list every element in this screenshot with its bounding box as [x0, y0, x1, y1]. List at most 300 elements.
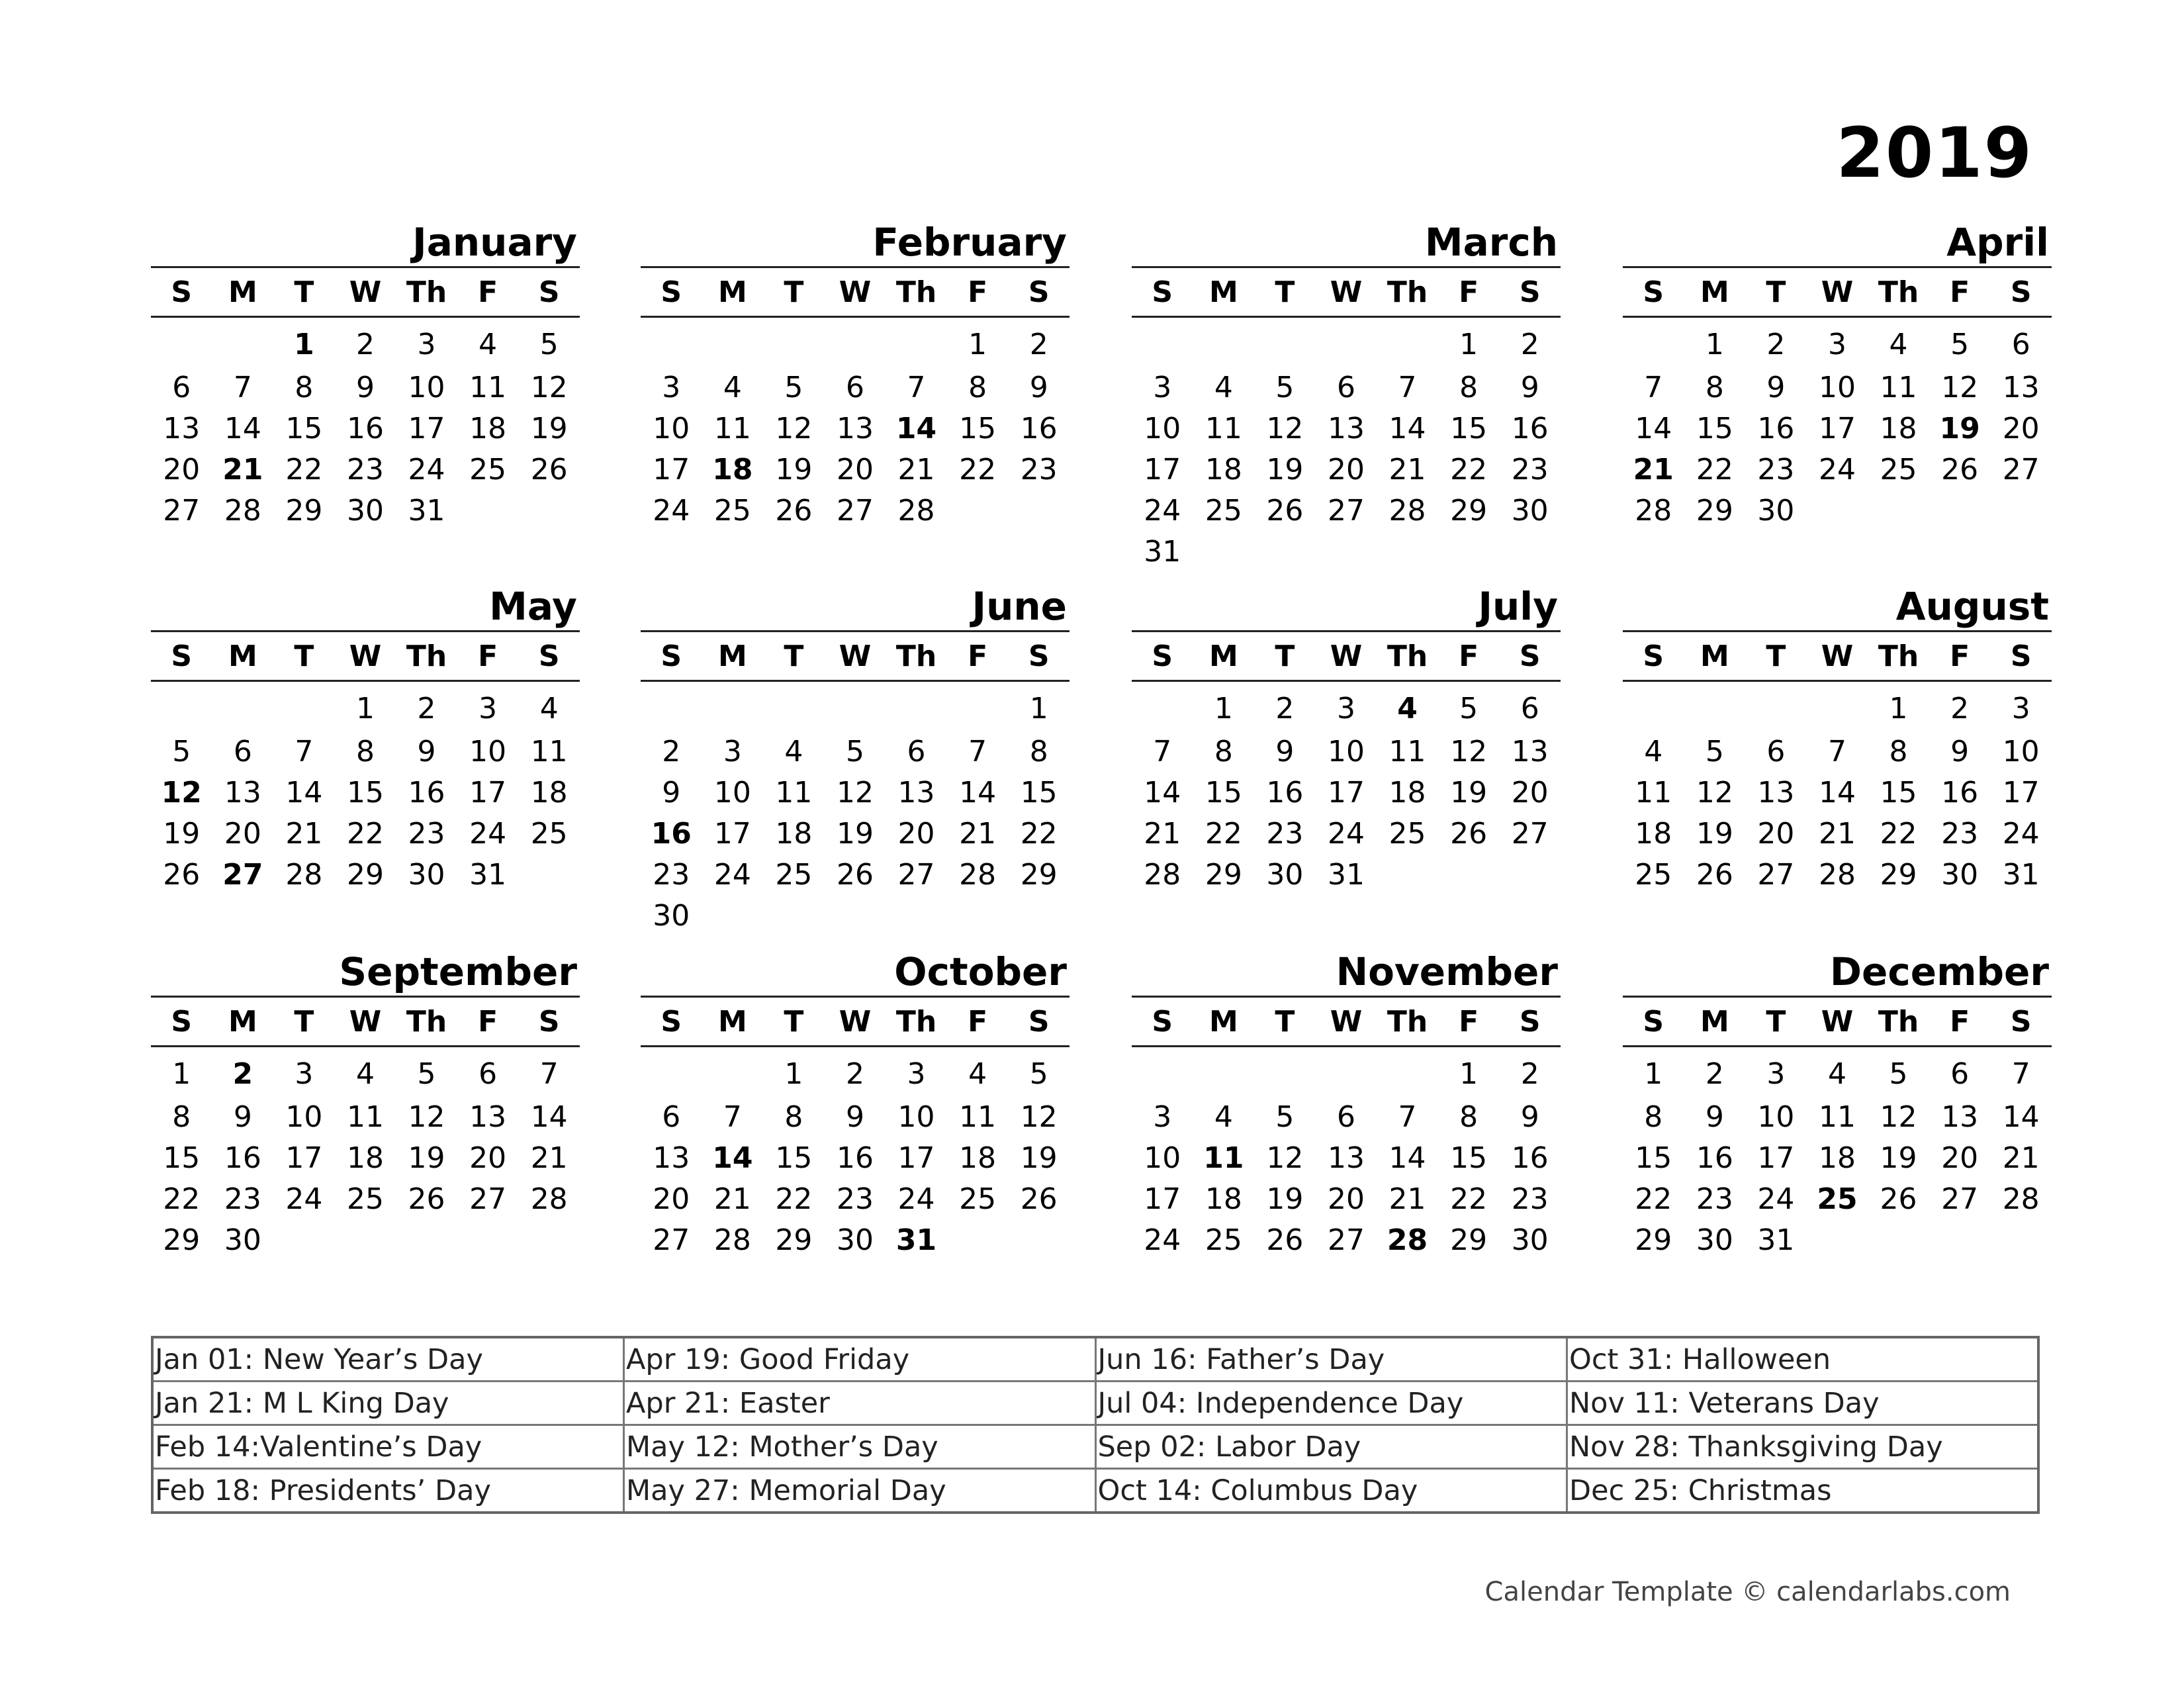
day-cell: 18: [775, 816, 813, 851]
day-cell: 15: [1450, 1141, 1488, 1175]
holiday-row: [152, 1337, 2038, 1382]
day-cell: 5: [172, 734, 191, 769]
weekday-header: W: [1807, 267, 1868, 317]
day-cell: 20: [1941, 1141, 1979, 1175]
day-cell: 20: [224, 816, 261, 851]
weekday-header: W: [1316, 267, 1377, 317]
day-cell: 18: [469, 411, 507, 445]
day-cell: 28: [713, 1223, 751, 1257]
day-cell: 5: [1889, 1056, 1908, 1091]
day-cell: 20: [163, 452, 201, 487]
month-grid: [1623, 996, 2052, 1260]
day-cell: 16: [1757, 411, 1795, 445]
weekday-header: T: [1745, 267, 1807, 317]
month-january: [151, 218, 580, 531]
month-february: [641, 218, 1069, 531]
day-cell: 16: [224, 1141, 261, 1175]
empty-cell: [1807, 490, 1868, 531]
month-grid: [1132, 630, 1561, 895]
empty-cell: [457, 490, 519, 531]
day-cell: 25: [1205, 1223, 1242, 1257]
month-title: July: [1478, 584, 1558, 629]
empty-cell: [702, 1047, 764, 1097]
day-cell: 6: [845, 370, 864, 404]
day-cell: 6: [1520, 691, 1539, 726]
weekday-header: S: [518, 632, 580, 681]
day-cell: 22: [1020, 816, 1058, 851]
day-cell: 10: [1327, 734, 1365, 769]
empty-cell: [825, 317, 886, 367]
day-cell: 1: [1459, 327, 1479, 361]
day-cell: 17: [1144, 1182, 1181, 1216]
empty-cell: [1623, 681, 1684, 731]
holiday-cell: Apr 21: Easter: [624, 1382, 1096, 1425]
weekday-header: W: [1807, 997, 1868, 1047]
weekday-header: M: [702, 267, 764, 317]
day-cell: 12: [775, 411, 813, 445]
weekday-header: S: [151, 997, 212, 1047]
day-cell: 13: [1941, 1100, 1979, 1134]
weekday-header: T: [763, 267, 825, 317]
empty-cell: [825, 895, 886, 936]
weekday-header: M: [1684, 267, 1746, 317]
day-cell: 31: [895, 1223, 937, 1257]
day-cell: 16: [408, 775, 445, 810]
month-august: [1623, 583, 2052, 895]
day-cell: 16: [1696, 1141, 1733, 1175]
day-cell: 18: [530, 775, 568, 810]
day-cell: 24: [1327, 816, 1365, 851]
day-cell: 17: [469, 775, 507, 810]
day-cell: 14: [1388, 1141, 1426, 1175]
day-cell: 22: [959, 452, 997, 487]
day-cell: 7: [1153, 734, 1172, 769]
day-cell: 26: [1696, 857, 1733, 892]
empty-cell: [1377, 854, 1438, 895]
day-cell: 25: [713, 493, 751, 528]
day-cell: 23: [1511, 452, 1549, 487]
day-cell: 7: [2011, 1056, 2030, 1091]
day-cell: 6: [1336, 370, 1355, 404]
month-title: March: [1424, 220, 1558, 265]
weekday-header: S: [1990, 997, 2052, 1047]
day-cell: 9: [1520, 1100, 1539, 1134]
weekday-header: Th: [1868, 997, 1929, 1047]
holiday-cell: Feb 18: Presidents’ Day: [152, 1469, 624, 1513]
day-cell: 4: [784, 734, 803, 769]
day-cell: 7: [1398, 1100, 1417, 1134]
day-cell: 30: [1511, 493, 1549, 528]
day-cell: 15: [1020, 775, 1058, 810]
day-cell: 28: [1635, 493, 1672, 528]
weekday-header: F: [947, 997, 1009, 1047]
month-june: [641, 583, 1069, 936]
day-cell: 20: [1327, 452, 1365, 487]
day-cell: 13: [2002, 370, 2040, 404]
day-cell: 20: [469, 1141, 507, 1175]
day-cell: 3: [2011, 691, 2030, 726]
day-cell: 22: [1696, 452, 1733, 487]
day-cell: 5: [417, 1056, 436, 1091]
day-cell: 14: [224, 411, 261, 445]
day-cell: 27: [163, 493, 201, 528]
day-cell: 20: [836, 452, 874, 487]
weekday-header: M: [212, 267, 274, 317]
empty-cell: [1499, 531, 1561, 572]
weekday-header: W: [335, 997, 396, 1047]
year-title: 2019: [1836, 113, 2033, 193]
day-cell: 12: [1266, 411, 1304, 445]
month-april: [1623, 218, 2052, 531]
day-cell: 14: [1818, 775, 1856, 810]
weekday-header: W: [825, 997, 886, 1047]
day-cell: 9: [1520, 370, 1539, 404]
empty-cell: [1807, 681, 1868, 731]
empty-cell: [702, 317, 764, 367]
weekday-header: S: [1499, 632, 1561, 681]
day-cell: 28: [2002, 1182, 2040, 1216]
day-cell: 5: [1275, 370, 1295, 404]
day-cell: 30: [224, 1223, 261, 1257]
empty-cell: [886, 895, 947, 936]
empty-cell: [702, 681, 764, 731]
empty-cell: [1254, 317, 1316, 367]
empty-cell: [1438, 531, 1500, 572]
day-cell: 23: [224, 1182, 261, 1216]
day-cell: 3: [478, 691, 498, 726]
day-cell: 3: [662, 370, 681, 404]
empty-cell: [335, 1219, 396, 1260]
day-cell: 19: [1266, 1182, 1304, 1216]
day-cell: 27: [653, 1223, 690, 1257]
day-cell: 8: [1459, 1100, 1479, 1134]
day-cell: 25: [469, 452, 507, 487]
day-cell: 19: [163, 816, 201, 851]
day-cell: 12: [1450, 734, 1488, 769]
weekday-header: Th: [886, 997, 947, 1047]
weekday-header: W: [335, 267, 396, 317]
day-cell: 22: [1450, 1182, 1488, 1216]
month-grid: [1132, 266, 1561, 572]
day-cell: 18: [1388, 775, 1426, 810]
footer-credit: Calendar Template © calendarlabs.com: [1484, 1577, 2011, 1607]
day-cell: 7: [968, 734, 987, 769]
day-cell: 24: [1144, 1223, 1181, 1257]
empty-cell: [1193, 1047, 1255, 1097]
day-cell: 25: [1635, 857, 1672, 892]
day-cell: 11: [713, 411, 751, 445]
month-title: June: [972, 584, 1067, 629]
day-cell: 10: [1144, 411, 1181, 445]
weekday-header: S: [151, 267, 212, 317]
day-cell: 14: [1388, 411, 1426, 445]
day-cell: 14: [530, 1100, 568, 1134]
day-cell: 9: [662, 775, 681, 810]
day-cell: 29: [1020, 857, 1058, 892]
holiday-row: [152, 1469, 2038, 1513]
day-cell: 29: [1880, 857, 1917, 892]
day-cell: 3: [1766, 1056, 1786, 1091]
day-cell: 21: [1818, 816, 1856, 851]
day-cell: 29: [1205, 857, 1242, 892]
weekday-header: Th: [396, 997, 457, 1047]
day-cell: 18: [1205, 1182, 1242, 1216]
day-cell: 5: [845, 734, 864, 769]
weekday-header: T: [1745, 997, 1807, 1047]
empty-cell: [1499, 854, 1561, 895]
weekday-header: T: [273, 632, 335, 681]
day-cell: 12: [1880, 1100, 1917, 1134]
holiday-cell: Sep 02: Labor Day: [1095, 1425, 1567, 1469]
day-cell: 5: [1029, 1056, 1048, 1091]
month-september: [151, 948, 580, 1260]
day-cell: 9: [1766, 370, 1786, 404]
empty-cell: [1807, 1219, 1868, 1260]
day-cell: 21: [285, 816, 323, 851]
day-cell: 21: [2002, 1141, 2040, 1175]
day-cell: 5: [1705, 734, 1724, 769]
holiday-cell: May 12: Mother’s Day: [624, 1425, 1096, 1469]
empty-cell: [273, 681, 335, 731]
day-cell: 27: [222, 857, 263, 892]
month-title: September: [339, 949, 577, 994]
day-cell: 18: [959, 1141, 997, 1175]
day-cell: 10: [713, 775, 751, 810]
day-cell: 1: [294, 327, 314, 361]
day-cell: 22: [1880, 816, 1917, 851]
weekday-header: F: [947, 632, 1009, 681]
day-cell: 23: [836, 1182, 874, 1216]
day-cell: 24: [2002, 816, 2040, 851]
empty-cell: [1745, 681, 1807, 731]
weekday-header: F: [1438, 267, 1500, 317]
day-cell: 8: [1889, 734, 1908, 769]
day-cell: 23: [1020, 452, 1058, 487]
day-cell: 22: [163, 1182, 201, 1216]
day-cell: 13: [836, 411, 874, 445]
day-cell: 7: [1398, 370, 1417, 404]
empty-cell: [1254, 531, 1316, 572]
weekday-header: M: [1684, 632, 1746, 681]
weekday-header: S: [1623, 997, 1684, 1047]
day-cell: 10: [285, 1100, 323, 1134]
day-cell: 8: [1214, 734, 1233, 769]
day-cell: 30: [653, 898, 690, 933]
empty-cell: [1868, 490, 1929, 531]
day-cell: 9: [355, 370, 375, 404]
day-cell: 4: [1827, 1056, 1846, 1091]
empty-cell: [702, 895, 764, 936]
month-title: August: [1895, 584, 2049, 629]
day-cell: 8: [968, 370, 987, 404]
day-cell: 8: [1705, 370, 1724, 404]
day-cell: 5: [784, 370, 803, 404]
day-cell: 3: [1336, 691, 1355, 726]
day-cell: 25: [346, 1182, 384, 1216]
day-cell: 4: [1397, 691, 1418, 726]
day-cell: 18: [1205, 452, 1242, 487]
day-cell: 29: [1450, 493, 1488, 528]
empty-cell: [1316, 531, 1377, 572]
day-cell: 7: [723, 1100, 742, 1134]
day-cell: 24: [713, 857, 751, 892]
holiday-cell: Jan 21: M L King Day: [152, 1382, 624, 1425]
day-cell: 13: [653, 1141, 690, 1175]
day-cell: 23: [1266, 816, 1304, 851]
day-cell: 11: [1205, 411, 1242, 445]
day-cell: 10: [408, 370, 445, 404]
empty-cell: [641, 317, 702, 367]
weekday-header: F: [1438, 997, 1500, 1047]
weekday-header: S: [641, 632, 702, 681]
day-cell: 23: [408, 816, 445, 851]
day-cell: 6: [233, 734, 252, 769]
day-cell: 29: [163, 1223, 201, 1257]
day-cell: 25: [1817, 1182, 1858, 1216]
holiday-table: [151, 1336, 2040, 1514]
day-cell: 9: [233, 1100, 252, 1134]
empty-cell: [947, 681, 1009, 731]
day-cell: 15: [1696, 411, 1733, 445]
month-october: [641, 948, 1069, 1260]
weekday-header: S: [1623, 267, 1684, 317]
weekday-header: F: [1929, 267, 1991, 317]
empty-cell: [947, 895, 1009, 936]
day-cell: 17: [408, 411, 445, 445]
day-cell: 8: [1644, 1100, 1663, 1134]
empty-cell: [1377, 317, 1438, 367]
day-cell: 26: [836, 857, 874, 892]
day-cell: 23: [1941, 816, 1979, 851]
day-cell: 25: [1205, 493, 1242, 528]
day-cell: 13: [1511, 734, 1549, 769]
empty-cell: [1377, 1047, 1438, 1097]
day-cell: 30: [408, 857, 445, 892]
day-cell: 8: [784, 1100, 803, 1134]
day-cell: 17: [713, 816, 751, 851]
holiday-cell: Feb 14:Valentine’s Day: [152, 1425, 624, 1469]
day-cell: 21: [713, 1182, 751, 1216]
day-cell: 28: [959, 857, 997, 892]
day-cell: 15: [1205, 775, 1242, 810]
day-cell: 27: [1327, 493, 1365, 528]
day-cell: 23: [1757, 452, 1795, 487]
day-cell: 14: [895, 411, 937, 445]
month-grid: [1132, 996, 1561, 1260]
day-cell: 31: [2002, 857, 2040, 892]
day-cell: 14: [285, 775, 323, 810]
empty-cell: [1193, 317, 1255, 367]
holiday-cell: Dec 25: Christmas: [1567, 1469, 2039, 1513]
day-cell: 30: [346, 493, 384, 528]
day-cell: 1: [355, 691, 375, 726]
weekday-header: S: [1008, 632, 1069, 681]
empty-cell: [641, 681, 702, 731]
day-cell: 23: [1696, 1182, 1733, 1216]
day-cell: 7: [1644, 370, 1663, 404]
day-cell: 1: [1889, 691, 1908, 726]
day-cell: 25: [1388, 816, 1426, 851]
empty-cell: [1316, 317, 1377, 367]
weekday-header: S: [641, 267, 702, 317]
empty-cell: [518, 854, 580, 895]
day-cell: 17: [1327, 775, 1365, 810]
weekday-header: T: [1745, 632, 1807, 681]
empty-cell: [1132, 1047, 1193, 1097]
day-cell: 2: [845, 1056, 864, 1091]
day-cell: 25: [1880, 452, 1917, 487]
day-cell: 2: [417, 691, 436, 726]
day-cell: 19: [1939, 411, 1980, 445]
day-cell: 5: [1459, 691, 1479, 726]
day-cell: 14: [712, 1141, 753, 1175]
weekday-header: T: [273, 267, 335, 317]
weekday-header: F: [1438, 632, 1500, 681]
day-cell: 21: [1144, 816, 1181, 851]
month-title: April: [1946, 220, 2049, 265]
month-grid: [151, 996, 580, 1260]
day-cell: 3: [295, 1056, 314, 1091]
empty-cell: [1868, 1219, 1929, 1260]
day-cell: 16: [1941, 775, 1979, 810]
day-cell: 15: [285, 411, 323, 445]
day-cell: 24: [897, 1182, 935, 1216]
day-cell: 16: [651, 816, 692, 851]
day-cell: 17: [2002, 775, 2040, 810]
day-cell: 4: [723, 370, 742, 404]
day-cell: 12: [161, 775, 202, 810]
month-title: December: [1829, 949, 2049, 994]
day-cell: 28: [224, 493, 261, 528]
day-cell: 31: [469, 857, 507, 892]
day-cell: 20: [1327, 1182, 1365, 1216]
day-cell: 25: [775, 857, 813, 892]
day-cell: 9: [1705, 1100, 1724, 1134]
weekday-header: Th: [396, 267, 457, 317]
day-cell: 19: [408, 1141, 445, 1175]
empty-cell: [1132, 681, 1193, 731]
weekday-header: M: [1193, 997, 1255, 1047]
weekday-header: S: [1990, 267, 2052, 317]
weekday-header: Th: [1868, 267, 1929, 317]
month-may: [151, 583, 580, 895]
day-cell: 10: [469, 734, 507, 769]
day-cell: 30: [1696, 1223, 1733, 1257]
empty-cell: [212, 681, 274, 731]
month-march: [1132, 218, 1561, 572]
day-cell: 11: [1635, 775, 1672, 810]
weekday-header: Th: [886, 632, 947, 681]
day-cell: 11: [775, 775, 813, 810]
day-cell: 10: [2002, 734, 2040, 769]
day-cell: 4: [1214, 1100, 1233, 1134]
day-cell: 15: [346, 775, 384, 810]
day-cell: 5: [1275, 1100, 1295, 1134]
weekday-header: Th: [396, 632, 457, 681]
day-cell: 21: [897, 452, 935, 487]
day-cell: 24: [653, 493, 690, 528]
day-cell: 2: [232, 1056, 253, 1091]
day-cell: 14: [1144, 775, 1181, 810]
day-cell: 23: [346, 452, 384, 487]
holiday-row: [152, 1382, 2038, 1425]
day-cell: 11: [346, 1100, 384, 1134]
day-cell: 1: [1459, 1056, 1479, 1091]
empty-cell: [151, 681, 212, 731]
day-cell: 10: [1144, 1141, 1181, 1175]
empty-cell: [1684, 681, 1746, 731]
day-cell: 11: [1203, 1141, 1244, 1175]
